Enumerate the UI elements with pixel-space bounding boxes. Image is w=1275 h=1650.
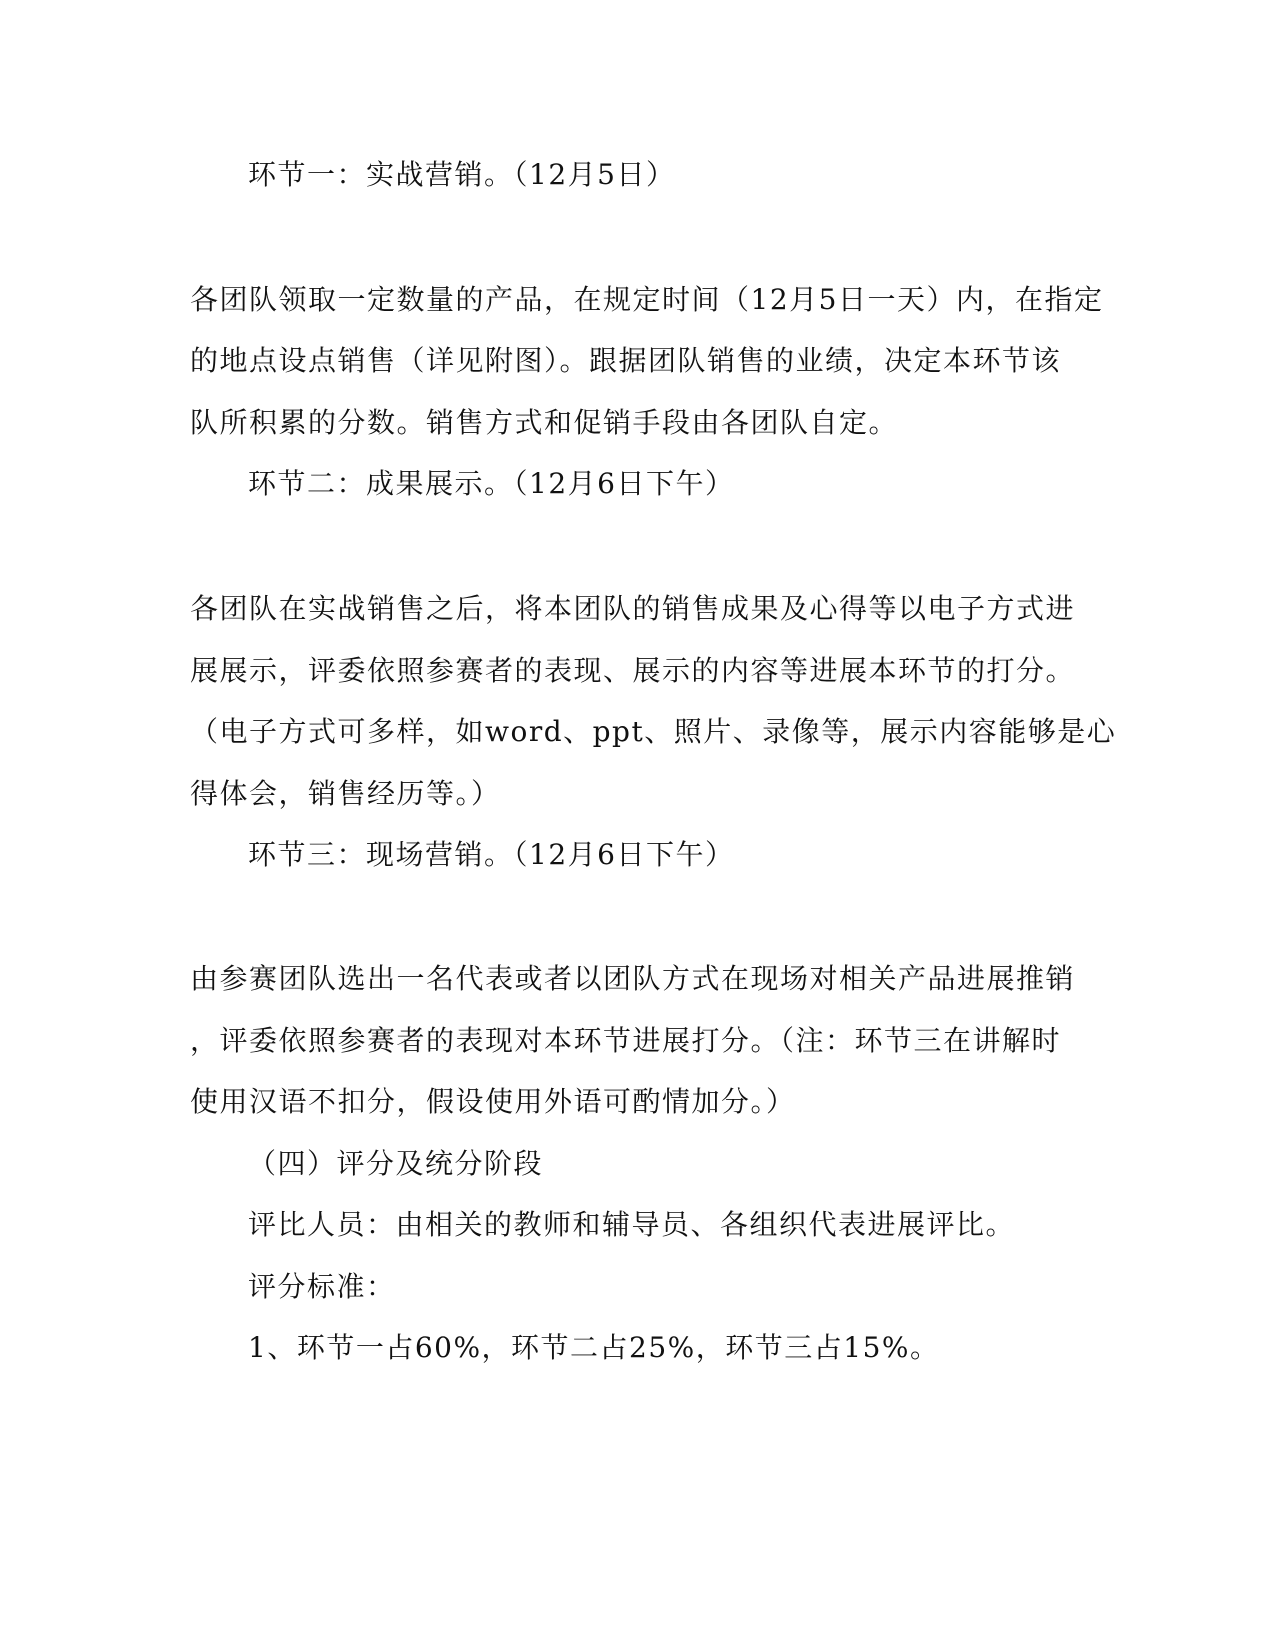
paragraph-line: 评比人员：由相关的教师和辅导员、各组织代表进展评比。 xyxy=(248,1208,1016,1241)
paragraph-line: （电子方式可多样，如word、ppt、照片、录像等，展示内容能够是心 xyxy=(190,715,1117,748)
section-heading-stage-2: 环节二：成果展示。（12月6日下午） xyxy=(248,467,735,500)
paragraph-line: 使用汉语不扣分，假设使用外语可酌情加分。） xyxy=(190,1085,796,1118)
section-heading-stage-3: 环节三：现场营销。（12月6日下午） xyxy=(248,838,735,871)
paragraph-line: 得体会，销售经历等。） xyxy=(190,777,501,810)
section-heading-scoring: （四）评分及统分阶段 xyxy=(248,1147,544,1180)
paragraph-line: ，评委依照参赛者的表现对本环节进展打分。（注：环节三在讲解时 xyxy=(190,1024,1062,1057)
paragraph-line: 评分标准： xyxy=(248,1270,396,1303)
paragraph-line: 队所积累的分数。销售方式和促销手段由各团队自定。 xyxy=(190,406,899,439)
paragraph-line: 各团队在实战销售之后，将本团队的销售成果及心得等以电子方式进 xyxy=(190,592,1076,625)
list-item: 1、环节一占60%，环节二占25%，环节三占15%。 xyxy=(248,1331,940,1364)
paragraph-line: 展展示，评委依照参赛者的表现、展示的内容等进展本环节的打分。 xyxy=(190,654,1076,687)
paragraph-line: 由参赛团队选出一名代表或者以团队方式在现场对相关产品进展推销 xyxy=(190,962,1076,995)
paragraph-line: 各团队领取一定数量的产品，在规定时间（12月5日一天）内，在指定 xyxy=(190,283,1104,316)
paragraph-line: 的地点设点销售（详见附图）。跟据团队销售的业绩，决定本环节该 xyxy=(190,344,1062,377)
section-heading-stage-1: 环节一：实战营销。（12月5日） xyxy=(248,158,676,191)
